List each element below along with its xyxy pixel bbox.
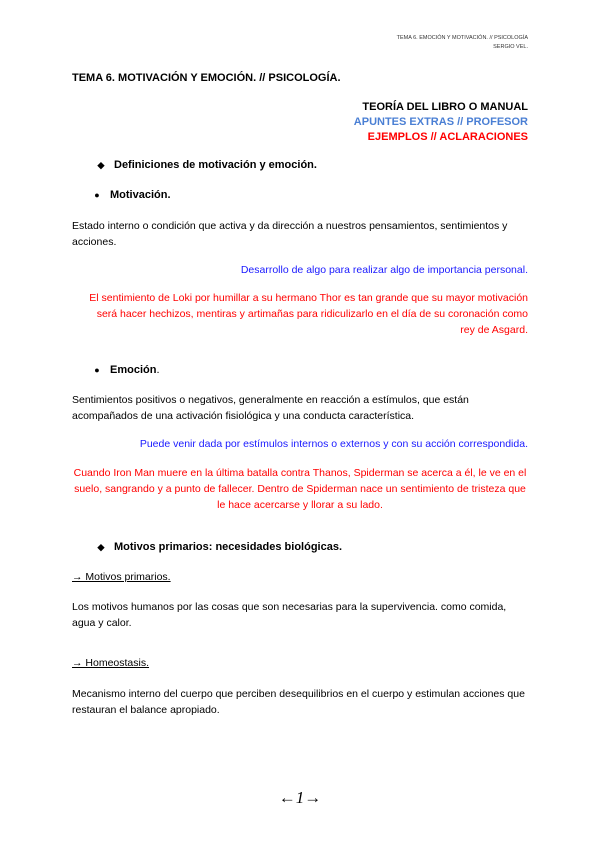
header-line-2: SERGIO VEL.	[493, 44, 528, 50]
subheading-emotion: ● Emoción.	[84, 364, 160, 376]
color-legend	[354, 100, 528, 145]
section-heading-primary-motives	[88, 541, 342, 553]
page-number: ←1→	[278, 788, 322, 807]
legend-examples: EJEMPLOS // ACLARACIONES	[367, 131, 528, 143]
section-heading-text: Motivos primarios: necesidades biológicas.	[114, 541, 343, 553]
emotion-label: Emoción	[110, 364, 157, 376]
homeostasis-text: Mecanismo interno del cuerpo que perciben desequilibrios en el cuerpo y estimulan acciones que restauran el balance apropiado.	[72, 688, 525, 716]
header-line-1: TEMA 6. EMOCIÓN Y MOTIVACIÓN. // PSICOLOGÍA	[396, 35, 528, 41]
section-heading-text: Definiciones de motivación y emoción.	[114, 159, 317, 171]
legend-extras: APUNTES EXTRAS // PROFESOR	[353, 116, 528, 128]
page-title: TEMA 6. MOTIVACIÓN Y EMOCIÓN. // PSICOLOGÍA.	[72, 72, 341, 84]
motivation-definition: Estado interno o condición que activa y da dirección a nuestros pensamientos, sentimientos y acciones.	[72, 220, 508, 248]
motivation-example: El sentimiento de Loki por humillar a su hermano Thor es tan grande que su mayor motivación será hacer hechizos, mentiras y artimañas para ridiculizarlo en el día de su coronación como rey de Asgard.	[89, 292, 528, 336]
motivation-label: Motivación.	[110, 189, 171, 201]
diamond-bullet-icon: ◆	[97, 541, 105, 552]
subtopic-primary-motives: → Motivos primarios.	[72, 571, 171, 583]
emotion-example: Cuando Iron Man muere en la última batalla contra Thanos, Spiderman se acerca a él, le ve en el suelo, sangrando y a punto de fallecer. Dentro de Spiderman nace un sentimiento de tristeza que le hace acercarse y llorar a su lado.	[73, 467, 527, 511]
legend-theory: TEORÍA DEL LIBRO O MANUAL	[362, 101, 528, 113]
running-header	[397, 34, 528, 52]
diamond-bullet-icon: ◆	[97, 159, 105, 170]
emotion-definition: Sentimientos positivos o negativos, generalmente en reacción a estímulos, que están acompañados de una activación fisiológica y una conducta característica.	[72, 394, 469, 422]
section-heading-definitions	[88, 159, 317, 171]
subtopic-homeostasis: → Homeostasis.	[72, 657, 150, 669]
dot-bullet-icon: ●	[94, 365, 100, 375]
dot-bullet-icon: ●	[94, 190, 100, 200]
subheading-motivation	[84, 189, 171, 201]
primary-motives-text: Los motivos humanos por las cosas que son necesarias para la supervivencia. como comida, agua y calor.	[72, 601, 507, 629]
motivation-extra-note: Desarrollo de algo para realizar algo de importancia personal.	[240, 264, 528, 276]
emotion-extra-note: Puede venir dada por estímulos internos o externos y con su acción correspondida.	[139, 438, 528, 450]
